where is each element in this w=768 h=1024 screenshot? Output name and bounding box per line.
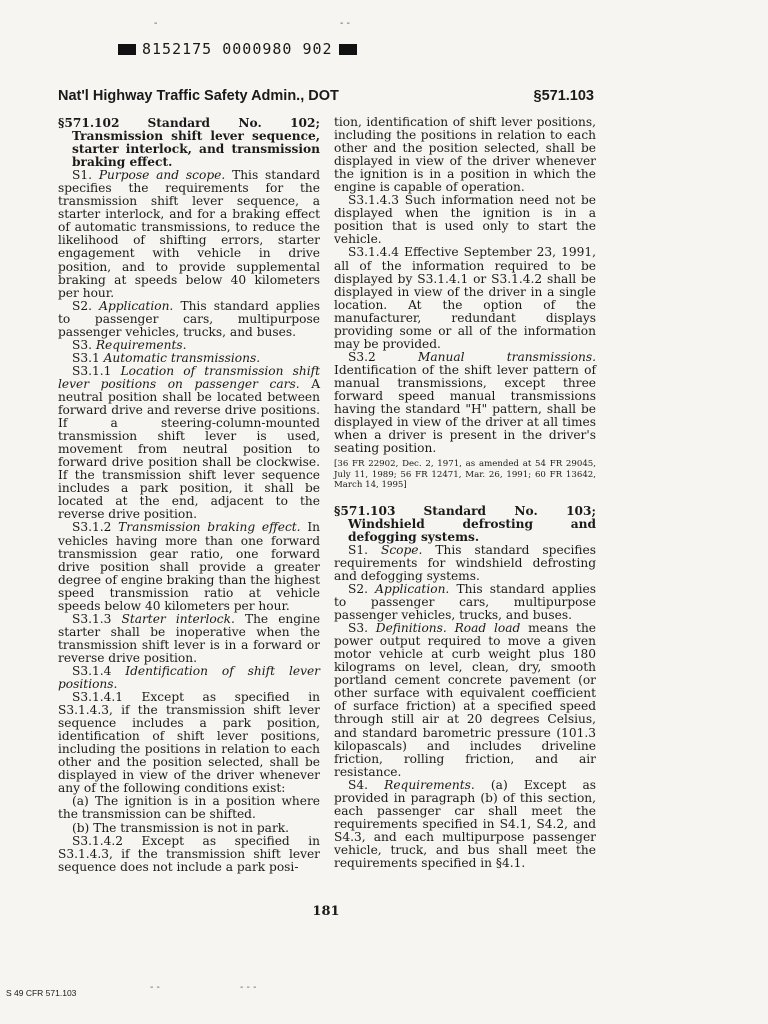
header-agency: Nat'l Highway Traffic Safety Admin., DOT [58,88,339,104]
paragraph [58,665,320,691]
paragraph-text: This standard applies to passenger cars, multipurpose passenger vehicles, trucks, and buses. [334,582,596,623]
paragraph-text: This standard applies to passenger cars, multipurpose passenger vehicles, trucks, and buses. [58,298,320,339]
paragraph-continuation [334,116,596,194]
running-header [58,88,594,104]
amendment-citation [334,459,596,491]
paragraph-number: S3.1 [72,350,100,365]
paragraph [58,613,320,665]
paragraph-text: Except as specified in S3.1.4.3, if the transmission shift lever sequence includes a park position, identification of shift lever positions, including the positions in relation to each other and the position selected, shall be displayed in view of the driver whenever any of the following conditions exist: [58,690,320,796]
paragraph-number: S3.1.4.2 [72,833,123,848]
section-heading: Standard No. 103; Windshield defrosting and defogging systems. [348,503,597,544]
paragraph-text: A neutral position shall be located between forward drive and reverse drive positions. If a steering-column-mounted transmission shift lever is used, movement from neutral position to forward drive position shall be clockwise. If the transmission shift lever sequence includes a park position, it shall be located at the end, adjacent to the reverse drive position. [58,376,321,522]
footer-reference: S 49 CFR 571.103 [6,988,77,998]
paragraph-caption: Definitions. Road load [375,621,521,636]
section-number: §571.102 [58,116,120,130]
paragraph-caption: Automatic transmissions. [103,350,261,365]
paragraph-text: Such information need not be displayed when the ignition is in a position that is used only to start the vehicle. [334,193,596,247]
barcode-bar-left [118,44,136,55]
paragraph-number: S3.2 [348,349,376,364]
paragraph [334,779,596,870]
paragraph-caption: Starter interlock. [121,611,235,626]
paragraph [58,691,320,795]
paragraph [334,544,596,583]
paragraph-text: The transmission is not in park. [93,820,290,835]
paragraph-text: (a) Except as provided in paragraph (b) of this section, each passenger car shall meet the requirements specified in S4.1, S4.2, and S4.3, and each multipurpose passenger vehicle, truck, and bus shall meet the requirements specified in §4.1. [334,777,597,870]
paragraph-text: This standard specifies requirements for windshield defrosting and defogging systems. [334,542,596,583]
barcode-bar-right [339,44,357,55]
paragraph-caption: Location of transmission shift lever positions on passenger cars. [58,363,321,391]
paragraph-caption: Transmission braking effect. [118,520,301,535]
paragraph-caption: Application. [99,298,174,313]
paragraph-number: S2. [72,298,92,313]
paragraph-number: S1. [72,168,92,183]
paragraph-text: The engine starter shall be inoperative when the transmission shift lever is in a forward or reverse drive position. [58,611,321,665]
paragraph-caption: Application. [375,582,450,596]
paragraph-caption: Requirements. [95,337,187,352]
paragraph-number: S4. [348,777,368,792]
paragraph-caption: Scope. [380,542,423,557]
paragraph-number: S3.1.4.3 [348,193,399,208]
section-title [58,117,320,169]
section-title [334,505,596,544]
scan-code-strip [118,40,418,58]
paragraph [58,300,320,339]
paragraph [334,194,596,246]
paragraph-caption: Purpose and scope. [98,168,226,183]
paragraph-number: (b) [72,820,90,835]
paragraph [58,365,320,522]
page-number: 181 [312,904,340,919]
paragraph [58,521,320,612]
paragraph-text: The ignition is in a position where the transmission can be shifted. [58,794,320,822]
paragraph-caption: Identification of shift lever positions. [58,663,321,692]
paragraph [58,169,320,299]
scan-code-text: 8152175 0000980 902 [142,40,333,58]
paragraph-caption: Manual transmissions. [417,349,596,364]
paragraph-number: S3.1.4.1 [72,690,123,705]
paragraph [334,351,596,455]
citation-text: [36 FR 22902, Dec. 2, 1971, as amended at 54 FR 29045, July 11, 1989; 56 FR 12471, Mar. 26, 1991; 60 FR 13642, March 14, 1995] [334,459,596,491]
section-heading: Standard No. 102; Transmission shift lever sequence, starter interlock, and transmission braking effect. [72,116,321,170]
paragraph [334,246,596,350]
paragraph-caption: Requirements. [384,777,475,792]
paragraph-number: S3.1.4.4 [348,245,399,260]
paragraph-number: S3.1.1 [72,363,112,378]
paragraph-text: Except as specified in S3.1.4.3, if the transmission shift lever sequence does not include a park posi- [58,833,320,874]
paragraph-number: S3.1.3 [72,611,112,626]
paragraph-text: Identification of the shift lever pattern of manual transmissions, except three forward speed manual transmissions having the standard "H" pattern, shall be displayed in view of the driver at all times when a driver is present in the driver's seating position. [334,362,596,456]
paragraph-text: In vehicles having more than one forward transmission gear ratio, one forward drive position shall provide a greater degree of engine braking than the highest speed transmission ratio at vehicle speeds below 40 kilometers per hour. [58,520,321,613]
paragraph [58,835,320,874]
paragraph [334,583,596,622]
paragraph-text: Effective September 23, 1991, all of the information required to be displayed by S3.1.4.1 or S3.1.4.2 shall be displayed in view of the driver in a single location. At the option of the manufacturer, redundant displays providing some or all of the information may be provided. [334,245,596,351]
paragraph [334,622,596,779]
paragraph-number: (a) [72,794,89,809]
right-text-column [334,116,596,870]
section-number: §571.103 [334,503,396,518]
paragraph-number: S1. [348,542,368,557]
paragraph-number: S3.1.4 [72,663,112,678]
paragraph-text: This standard specifies the requirements for the transmission shift lever sequence, a starter interlock, and for a braking effect of automatic transmissions, to reduce the likelihood of shifting errors, starter engagement with vehicle in drive position, and to provide supplemental braking at speeds below 40 kilometers per hour. [58,168,320,300]
paragraph-text: tion, identification of shift lever positions, including the positions in relation to each other and the position selected, shall be displayed in view of the driver whenever the ignition is in a position in which the engine is capable of operation. [334,115,596,195]
paragraph-number: S3. [72,337,92,352]
paragraph [58,795,320,821]
paragraph-number: S2. [348,582,368,596]
header-section: §571.103 [533,88,594,104]
paragraph-text: means the power output required to move a given motor vehicle at curb weight plus 180 kilograms on level, clean, dry, smooth portland cement concrete pavement (or other surface with equivalent coefficient of surface friction) at a specified speed through still air at 20 degrees Celsius, and standard barometric pressure (101.3 kilopascals) and includes driveline friction, rolling friction, and air resistance. [334,621,597,779]
paragraph-number: S3. [348,621,368,636]
paragraph-number: S3.1.2 [72,520,112,535]
left-text-column [58,116,320,874]
